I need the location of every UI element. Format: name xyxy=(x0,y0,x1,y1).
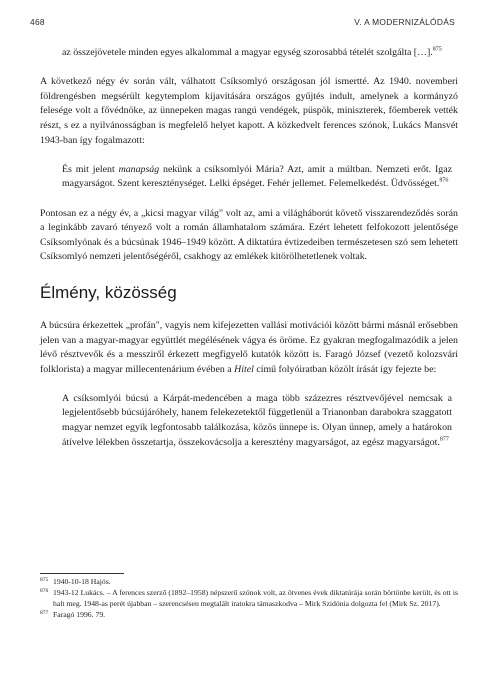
footnote xyxy=(40,576,458,587)
page-number: 468 xyxy=(30,17,45,27)
footnote-text: 1940-10-18 Hajós. xyxy=(53,577,111,586)
block-quote-continued xyxy=(62,46,452,61)
block-quote xyxy=(62,163,452,192)
journal-title: Hitel xyxy=(234,363,254,375)
quote-text: nekünk a csíksomlyói Mária? Azt, amit a múltban. Nemzeti erőt. Igaz magyarságot. Szent kereszténységet. Lelki épséget. Fehér jellemet. Felemelkedést. Üdvösséget. xyxy=(62,163,452,190)
paragraph-text: című folyóiratban közölt írását így fejezte be: xyxy=(253,363,437,375)
footnote-number: 876 xyxy=(40,588,49,594)
footnote-divider xyxy=(40,573,124,574)
footnote xyxy=(40,609,458,620)
paragraph xyxy=(40,319,458,377)
footnote-ref[interactable]: 877 xyxy=(439,436,449,443)
block-quote xyxy=(62,392,452,450)
paragraph: A következő négy év során vált, válhatott Csíksomlyó országosan jól ismertté. Az 1940. novemberi földrengésben megsérült kegytemplom kijavítására országos gyűjtés indult, amelynek a kormányzó felesége volt a fővédnöke, az ünnepeken magas rangú vendégek, püspök, miniszterek, főemberek vették részt, s ez a nyilvánosságban is megfelelő helyet kapott. A közkedvelt ferences szónok, Lukács Mansvét 1943-ban így fogalmazott: xyxy=(40,76,458,146)
footnote xyxy=(40,587,458,609)
footnote-number: 877 xyxy=(40,610,49,616)
footnotes xyxy=(40,576,458,620)
main-text xyxy=(40,46,458,450)
section-heading: Élmény, közösség xyxy=(40,282,177,302)
running-header xyxy=(30,17,455,31)
quote-text: A csíksomlyói búcsú a Kárpát-medencében a maga több százezres résztvevőjével nemcsak a legjelentősebb búcsújáróhely, hanem felekezetektől függetlenül a Trianonban darabokra szaggatott magyar nemzet egyik legfontosabb találkozása, közös ünnepe is. Olyan ünnep, amely a határokon átívelve lélekben összetartja, összekovácsolja a keresztény magyarságot, az egész magyarságot. xyxy=(62,392,452,448)
footnote-text: Faragó 1996. 79. xyxy=(53,610,106,619)
footnote-ref[interactable]: 875 xyxy=(432,46,442,53)
footnote-text: 1943-12 Lukács. – A ferences szerző (1892–1958) népszerű szónok volt, az ötvenes évek diktatúrája során börtönbe került, és ott is halt meg. 1948-as perét újabban – szerencsésen megtalált iratokra támaszkodva – Mirk Szidónia dolgozta fel (Mirk Sz. 2017). xyxy=(53,588,458,608)
quote-emphasis: manapság xyxy=(118,163,160,175)
running-title: V. A MODERNIZÁLÓDÁS xyxy=(354,17,455,27)
paragraph: Pontosan ez a négy év, a „kicsi magyar világ" volt az, ami a világháborút követő visszarendeződés során a leginkább zavaró tényező volt a román államhatalom számára. Ezért lehetett felfokozott jelentősége Csíksomlyónak és a búcsúnak 1946–1949 között. A diktatúra évtizedeiben természetesen szó sem lehetett Csíksomlyó nemzeti jelentőségéről, csakhogy az emlékek kitörölhetetlenek voltak. xyxy=(40,207,458,263)
footnote-ref[interactable]: 876 xyxy=(439,178,449,185)
quote-text: És mit jelent xyxy=(62,163,119,175)
footnote-number: 875 xyxy=(40,577,49,583)
quote-text: az összejövetele minden egyes alkalommal a magyar egység szorosabbá tételét szolgálta […]. xyxy=(62,47,433,58)
paragraph-text: A búcsúra érkezettek „profán", vagyis nem kifejezetten vallási motivációi között bármi másnál erősebben jelen van a magyar-magyar együttlét megélésének vágya és öröme. Ez gyakran megfogalmazódik a jelen lévő résztvevők és a messziről érkezett megfigyelő kutatók között is. Faragó József (vezető kolozsvári folklorista) a magyar millecentenárium évében a xyxy=(40,319,458,375)
